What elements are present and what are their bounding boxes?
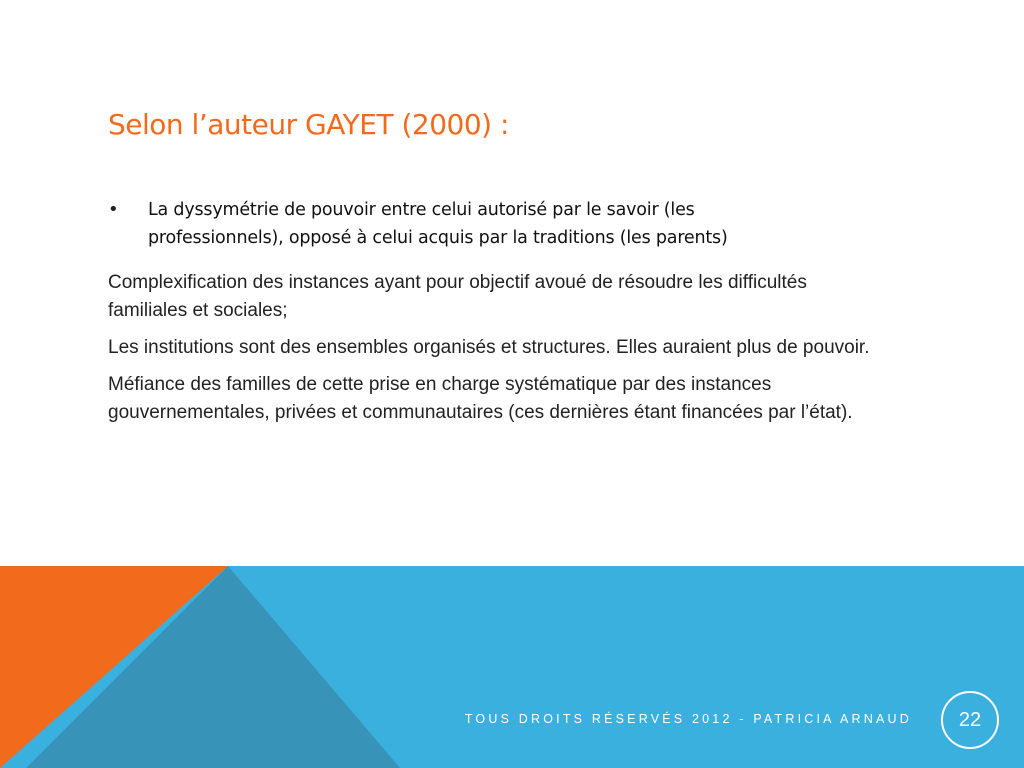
bullet-text: La dyssymétrie de pouvoir entre celui autorisé par le savoir (les professionnels), opposé à celui acquis par la traditions (les parents) [148, 200, 728, 248]
bullet-icon: • [108, 199, 119, 220]
bullet-item [108, 196, 808, 252]
page-number-badge [941, 691, 999, 749]
slide-title: Selon l’auteur GAYET (2000) : [108, 108, 509, 141]
paragraph-complexification: Complexification des instances ayant pour objectif avoué de résoudre les difficultés familiales et sociales; [108, 272, 807, 321]
body-paragraphs [108, 269, 878, 436]
paragraph-mefiance: Méfiance des familles de cette prise en charge systématique par des instances gouvernementales, privées et communautaires (ces dernières étant financées par l’état). [108, 374, 853, 423]
page-number: 22 [958, 708, 982, 731]
paragraph-institutions: Les institutions sont des ensembles organisés et structures. Elles auraient plus de pouvoir. [108, 337, 870, 358]
footer-copyright: TOUS DROITS RÉSERVÉS 2012 - PATRICIA ARNAUD [464, 712, 912, 726]
